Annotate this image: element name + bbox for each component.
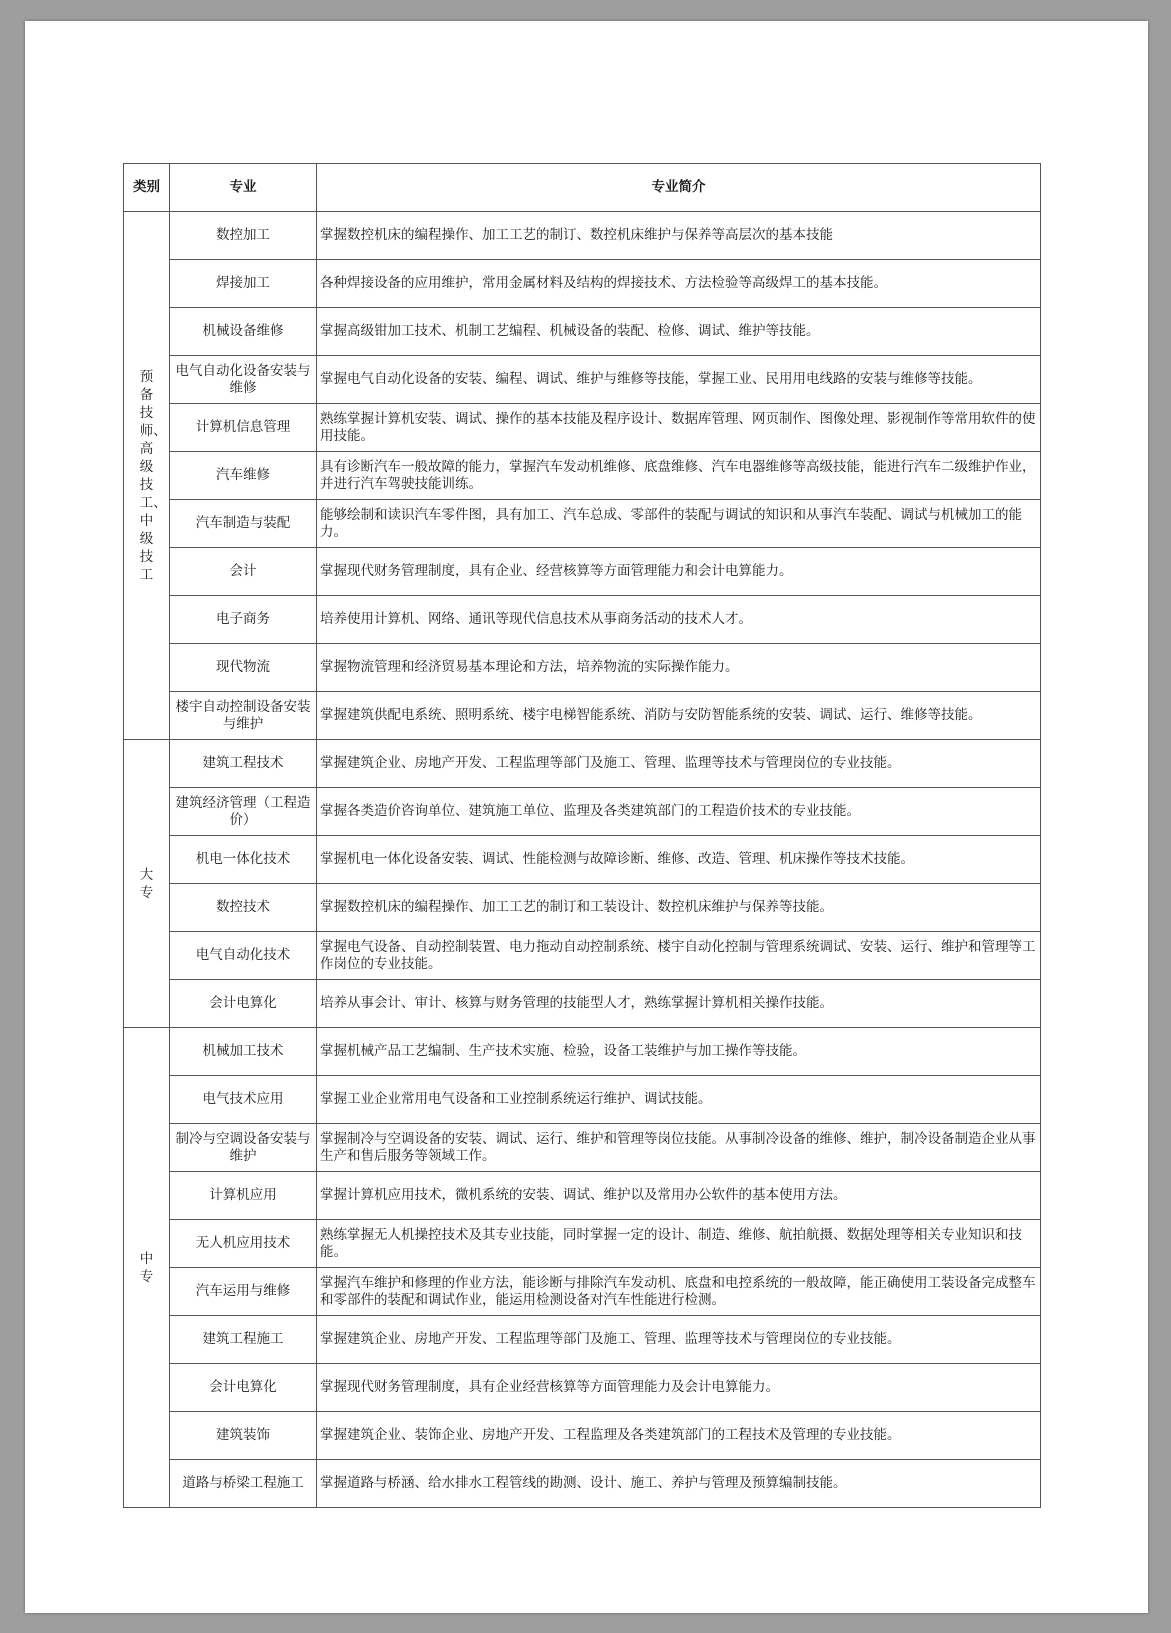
majors-table [123, 163, 1041, 1508]
table-row [124, 980, 1041, 1028]
table-row [124, 1028, 1041, 1076]
major-name: 现代物流 [170, 644, 317, 692]
table-row [124, 1220, 1041, 1268]
major-description: 掌握道路与桥涵、给水排水工程管线的勘测、设计、施工、养护与管理及预算编制技能。 [317, 1460, 1041, 1508]
major-description: 掌握建筑供配电系统、照明系统、楼宇电梯智能系统、消防与安防智能系统的安装、调试、运行、维修等技能。 [317, 692, 1041, 740]
table-row [124, 1316, 1041, 1364]
table-row [124, 404, 1041, 452]
header-description: 专业简介 [317, 164, 1041, 212]
major-name: 建筑经济管理（工程造价） [170, 788, 317, 836]
major-name: 计算机信息管理 [170, 404, 317, 452]
table-row [124, 1364, 1041, 1412]
major-description: 各种焊接设备的应用维护，常用金属材料及结构的焊接技术、方法检验等高级焊工的基本技能。 [317, 260, 1041, 308]
major-description: 掌握现代财务管理制度，具有企业经营核算等方面管理能力及会计电算能力。 [317, 1364, 1041, 1412]
major-name: 汽车维修 [170, 452, 317, 500]
major-name: 机电一体化技术 [170, 836, 317, 884]
major-name: 会计 [170, 548, 317, 596]
major-name: 汽车运用与维修 [170, 1268, 317, 1316]
major-name: 会计电算化 [170, 980, 317, 1028]
table-row [124, 1412, 1041, 1460]
table-row [124, 788, 1041, 836]
major-description: 具有诊断汽车一般故障的能力，掌握汽车发动机维修、底盘维修、汽车电器维修等高级技能，能进行汽车二级维护作业，并进行汽车驾驶技能训练。 [317, 452, 1041, 500]
major-description: 掌握制冷与空调设备的安装、调试、运行、维护和管理等岗位技能。从事制冷设备的维修、维护，制冷设备制造企业从事生产和售后服务等领域工作。 [317, 1124, 1041, 1172]
table-row [124, 1268, 1041, 1316]
major-description: 掌握数控机床的编程操作、加工工艺的制订和工装设计、数控机床维护与保养等技能。 [317, 884, 1041, 932]
major-name: 道路与桥梁工程施工 [170, 1460, 317, 1508]
table-row [124, 692, 1041, 740]
table-row [124, 1172, 1041, 1220]
category-label: 预备技师、高级技工、中级技工 [139, 368, 167, 583]
major-name: 机械加工技术 [170, 1028, 317, 1076]
table-row [124, 932, 1041, 980]
major-description: 培养从事会计、审计、核算与财务管理的技能型人才，熟练掌握计算机相关操作技能。 [317, 980, 1041, 1028]
table-row [124, 1076, 1041, 1124]
major-name: 焊接加工 [170, 260, 317, 308]
major-name: 电气技术应用 [170, 1076, 317, 1124]
major-name: 机械设备维修 [170, 308, 317, 356]
category-cell [124, 1028, 170, 1508]
major-description: 熟练掌握无人机操控技术及其专业技能，同时掌握一定的设计、制造、维修、航拍航摄、数据处理等相关专业知识和技能。 [317, 1220, 1041, 1268]
major-description: 掌握各类造价咨询单位、建筑施工单位、监理及各类建筑部门的工程造价技术的专业技能。 [317, 788, 1041, 836]
table-body [124, 212, 1041, 1508]
table-row [124, 596, 1041, 644]
table-row [124, 452, 1041, 500]
table-row [124, 260, 1041, 308]
major-description: 掌握数控机床的编程操作、加工工艺的制订、数控机床维护与保养等高层次的基本技能 [317, 212, 1041, 260]
major-name: 楼宇自动控制设备安装与维护 [170, 692, 317, 740]
category-cell [124, 212, 170, 740]
major-description: 掌握高级钳加工技术、机制工艺编程、机械设备的装配、检修、调试、维护等技能。 [317, 308, 1041, 356]
table-row [124, 740, 1041, 788]
major-description: 掌握建筑企业、房地产开发、工程监理等部门及施工、管理、监理等技术与管理岗位的专业技能。 [317, 1316, 1041, 1364]
major-description: 掌握汽车维护和修理的作业方法，能诊断与排除汽车发动机、底盘和电控系统的一般故障，能正确使用工装设备完成整车和零部件的装配和调试作业，能运用检测设备对汽车性能进行检测。 [317, 1268, 1041, 1316]
major-description: 掌握建筑企业、装饰企业、房地产开发、工程监理及各类建筑部门的工程技术及管理的专业技能。 [317, 1412, 1041, 1460]
table-row [124, 548, 1041, 596]
major-name: 会计电算化 [170, 1364, 317, 1412]
major-description: 能够绘制和读识汽车零件图，具有加工、汽车总成、零部件的装配与调试的知识和从事汽车装配、调试与机械加工的能力。 [317, 500, 1041, 548]
table-row [124, 500, 1041, 548]
major-description: 掌握工业企业常用电气设备和工业控制系统运行维护、调试技能。 [317, 1076, 1041, 1124]
major-name: 计算机应用 [170, 1172, 317, 1220]
major-name: 电子商务 [170, 596, 317, 644]
table-row [124, 1460, 1041, 1508]
category-cell [124, 740, 170, 1028]
major-name: 数控技术 [170, 884, 317, 932]
major-name: 汽车制造与装配 [170, 500, 317, 548]
major-name: 建筑装饰 [170, 1412, 317, 1460]
major-name: 数控加工 [170, 212, 317, 260]
major-description: 培养使用计算机、网络、通讯等现代信息技术从事商务活动的技术人才。 [317, 596, 1041, 644]
category-label: 大专 [139, 866, 154, 901]
header-major: 专业 [170, 164, 317, 212]
major-description: 掌握机械产品工艺编制、生产技术实施、检验，设备工装维护与加工操作等技能。 [317, 1028, 1041, 1076]
major-description: 掌握电气设备、自动控制装置、电力拖动自动控制系统、楼宇自动化控制与管理系统调试、安装、运行、维护和管理等工作岗位的专业技能。 [317, 932, 1041, 980]
major-description: 掌握建筑企业、房地产开发、工程监理等部门及施工、管理、监理等技术与管理岗位的专业技能。 [317, 740, 1041, 788]
table-header-row [124, 164, 1041, 212]
major-description: 掌握现代财务管理制度，具有企业、经营核算等方面管理能力和会计电算能力。 [317, 548, 1041, 596]
major-description: 掌握计算机应用技术，微机系统的安装、调试、维护以及常用办公软件的基本使用方法。 [317, 1172, 1041, 1220]
table-row [124, 212, 1041, 260]
major-name: 制冷与空调设备安装与维护 [170, 1124, 317, 1172]
major-name: 无人机应用技术 [170, 1220, 317, 1268]
header-category: 类别 [124, 164, 170, 212]
major-description: 掌握电气自动化设备的安装、编程、调试、维护与维修等技能，掌握工业、民用用电线路的安装与维修等技能。 [317, 356, 1041, 404]
major-description: 掌握机电一体化设备安装、调试、性能检测与故障诊断、维修、改造、管理、机床操作等技术技能。 [317, 836, 1041, 884]
table-row [124, 644, 1041, 692]
table-row [124, 308, 1041, 356]
major-name: 电气自动化设备安装与维修 [170, 356, 317, 404]
major-name: 建筑工程施工 [170, 1316, 317, 1364]
major-description: 掌握物流管理和经济贸易基本理论和方法，培养物流的实际操作能力。 [317, 644, 1041, 692]
major-name: 建筑工程技术 [170, 740, 317, 788]
major-name: 电气自动化技术 [170, 932, 317, 980]
major-description: 熟练掌握计算机安装、调试、操作的基本技能及程序设计、数据库管理、网页制作、图像处理、影视制作等常用软件的使用技能。 [317, 404, 1041, 452]
table-row [124, 1124, 1041, 1172]
document-page [25, 21, 1148, 1613]
table-row [124, 836, 1041, 884]
table-row [124, 884, 1041, 932]
table-row [124, 356, 1041, 404]
category-label: 中专 [139, 1250, 154, 1285]
